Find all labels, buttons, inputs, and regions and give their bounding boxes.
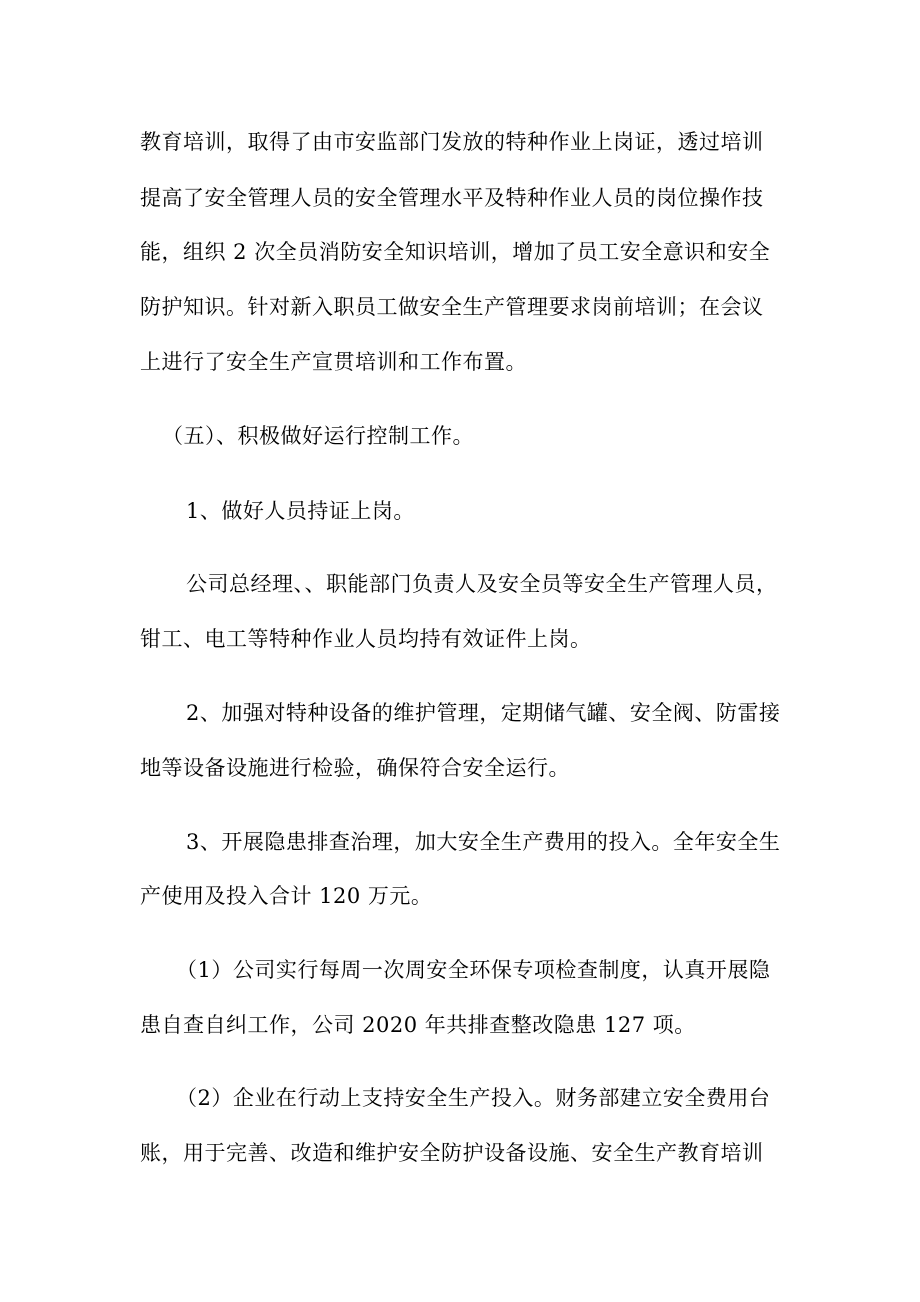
paragraph-line: 产使用及投入合计 120 万元。 — [140, 884, 433, 908]
paragraph-line: 账，用于完善、改造和维护安全防护设备设施、安全生产教育培训 — [140, 1141, 764, 1165]
section-heading: （五）、积极做好运行控制工作。 — [162, 424, 474, 448]
paragraph-line: 患自查自纠工作，公司 2020 年共排查整改隐患 127 项。 — [140, 1013, 696, 1037]
paragraph-line: 提高了安全管理人员的安全管理水平及特种作业人员的岗位操作技 — [140, 186, 764, 210]
paragraph-line: 教育培训，取得了由市安监部门发放的特种作业上岗证，透过培训 — [140, 130, 764, 154]
paragraph-line: 能，组织 2 次全员消防安全知识培训，增加了员工安全意识和安全 — [140, 240, 771, 264]
paragraph-line: 上进行了安全生产宣贯培训和工作布置。 — [140, 350, 527, 374]
item-heading: 1、做好人员持证上岗。 — [186, 499, 415, 523]
paragraph-line: 3、开展隐患排查治理，加大安全生产费用的投入。全年安全生 — [186, 830, 781, 854]
paragraph-line: 防护知识。针对新入职员工做安全生产管理要求岗前培训；在会议 — [140, 295, 764, 319]
paragraph-line: （1）公司实行每周一次周安全环保专项检查制度，认真开展隐 — [176, 958, 771, 982]
paragraph-line: 地等设备设施进行检验，确保符合安全运行。 — [140, 756, 570, 780]
paragraph-line: 公司总经理、、职能部门负责人及安全员等安全生产管理人员， — [186, 572, 778, 596]
paragraph-line: （2）企业在行动上支持安全生产投入。财务部建立安全费用台 — [176, 1086, 771, 1110]
paragraph-line: 2、加强对特种设备的维护管理，定期储气罐、安全阀、防雷接 — [186, 701, 781, 725]
paragraph-line: 钳工、电工等特种作业人员均持有效证件上岗。 — [140, 627, 592, 651]
